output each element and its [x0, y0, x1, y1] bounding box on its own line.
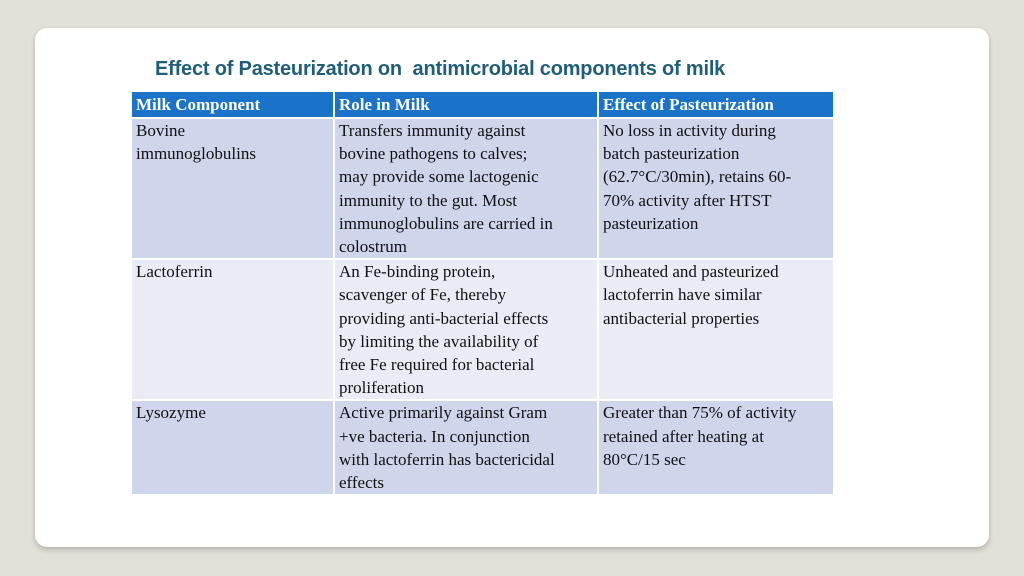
- table-header-row: [132, 92, 833, 118]
- effect-text: No loss in activity during batch pasteurization (62.7°C/30min), retains 60- 70% activity after HTST pasteurization: [603, 121, 792, 233]
- header-milk-component: Milk Component: [132, 92, 334, 118]
- cell-effect: [598, 259, 833, 400]
- table-row: [132, 259, 833, 400]
- role-text: Transfers immunity against bovine pathogens to calves; may provide some lactogenic immunity to the gut. Most immunoglobulins are carried in colostrum: [339, 121, 553, 257]
- effect-text: Greater than 75% of activity retained after heating at 80°C/15 sec: [603, 403, 797, 469]
- cell-component: [132, 118, 334, 259]
- table-row: [132, 400, 833, 494]
- cell-role: [334, 118, 598, 259]
- component-text: Lysozyme: [136, 403, 206, 423]
- pasteurization-table: [132, 92, 833, 494]
- role-text: An Fe-binding protein, scavenger of Fe, thereby providing anti-bacterial effects by limiting the availability of free Fe required for bacterial proliferation: [339, 262, 549, 398]
- cell-effect: [598, 118, 833, 259]
- component-text: Bovine immunoglobulins: [136, 121, 256, 164]
- table-row: [132, 118, 833, 259]
- slide-title: Effect of Pasteurization on antimicrobial components of milk: [155, 58, 726, 80]
- role-text: Active primarily against Gram +ve bacteria. In conjunction with lactoferrin has bactericidal effects: [339, 403, 555, 493]
- cell-effect: [598, 400, 833, 494]
- effect-text: Unheated and pasteurized lactoferrin have similar antibacterial properties: [603, 262, 779, 328]
- cell-role: [334, 259, 598, 400]
- cell-component: [132, 400, 334, 494]
- header-effect-of-pasteurization: Effect of Pasteurization: [598, 92, 833, 118]
- cell-role: [334, 400, 598, 494]
- header-role-in-milk: Role in Milk: [334, 92, 598, 118]
- component-text: Lactoferrin: [136, 262, 213, 282]
- cell-component: [132, 259, 334, 400]
